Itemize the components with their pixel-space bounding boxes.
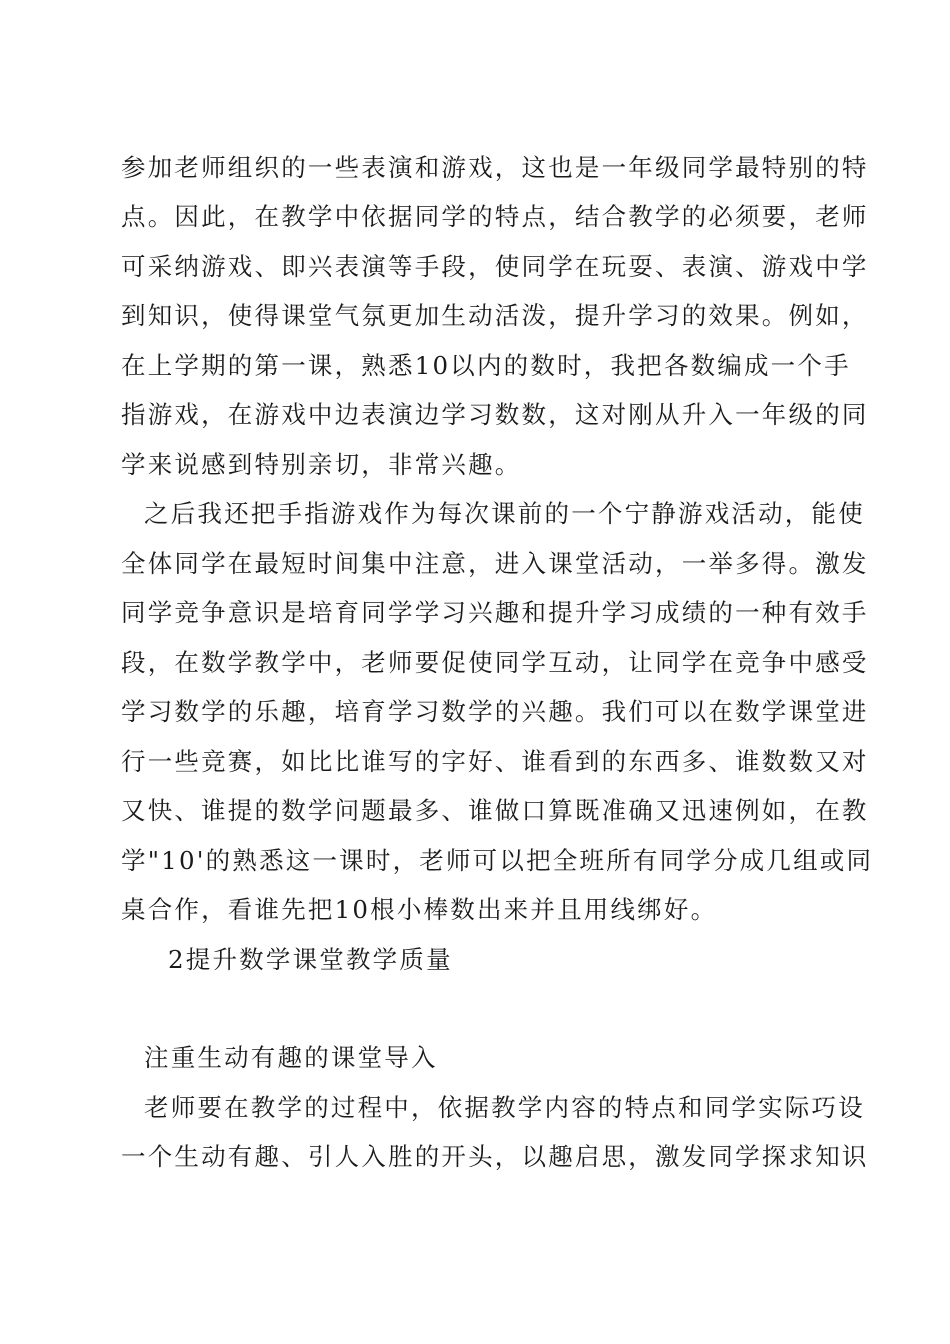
paragraph-1-line: 参加老师组织的一些表演和游戏，这也是一年级同学最特别的特	[121, 153, 869, 182]
paragraph-2-line: 段，在数学教学中，老师要促使同学互动，让同学在竞争中感受	[121, 648, 869, 677]
paragraph-1-line: 学来说感到特别亲切，非常兴趣。	[121, 450, 522, 479]
paragraph-2-line: 学"10'的熟悉这一课时，老师可以把全班所有同学分成几组或同	[121, 846, 874, 875]
paragraph-1-line: 可采纳游戏、即兴表演等手段，使同学在玩耍、表演、游戏中学	[121, 252, 869, 281]
paragraph-1-line: 点。因此，在教学中依据同学的特点，结合教学的必须要，老师	[121, 202, 869, 231]
section-heading: 2提升数学课堂教学质量	[168, 945, 453, 974]
paragraph-2-line: 学习数学的乐趣，培育学习数学的兴趣。我们可以在数学课堂进	[121, 697, 869, 726]
paragraph-2-line: 之后我还把手指游戏作为每次课前的一个宁静游戏活动，能使	[144, 499, 865, 528]
paragraph-2-line: 全体同学在最短时间集中注意，进入课堂活动，一举多得。激发	[121, 549, 869, 578]
paragraph-3-line: 老师要在教学的过程中，依据教学内容的特点和同学实际巧设	[144, 1093, 865, 1122]
paragraph-3-line: 一个生动有趣、引人入胜的开头，以趣启思，激发同学探求知识	[121, 1142, 869, 1171]
paragraph-1-line: 到知识，使得课堂气氛更加生动活泼，提升学习的效果。例如，	[121, 301, 869, 330]
paragraph-2-line: 行一些竞赛，如比比谁写的字好、谁看到的东西多、谁数数又对	[121, 747, 869, 776]
paragraph-1-line: 指游戏，在游戏中边表演边学习数数，这对刚从升入一年级的同	[121, 400, 869, 429]
paragraph-1-line: 在上学期的第一课，熟悉10以内的数时，我把各数编成一个手	[121, 351, 851, 380]
paragraph-2-line: 又快、谁提的数学问题最多、谁做口算既准确又迅速例如，在教	[121, 796, 869, 825]
subheading: 注重生动有趣的课堂导入	[144, 1043, 438, 1072]
paragraph-2-line: 同学竞争意识是培育同学学习兴趣和提升学习成绩的一种有效手	[121, 598, 869, 627]
paragraph-2-line: 桌合作，看谁先把10根小棒数出来并且用线绑好。	[121, 895, 718, 924]
